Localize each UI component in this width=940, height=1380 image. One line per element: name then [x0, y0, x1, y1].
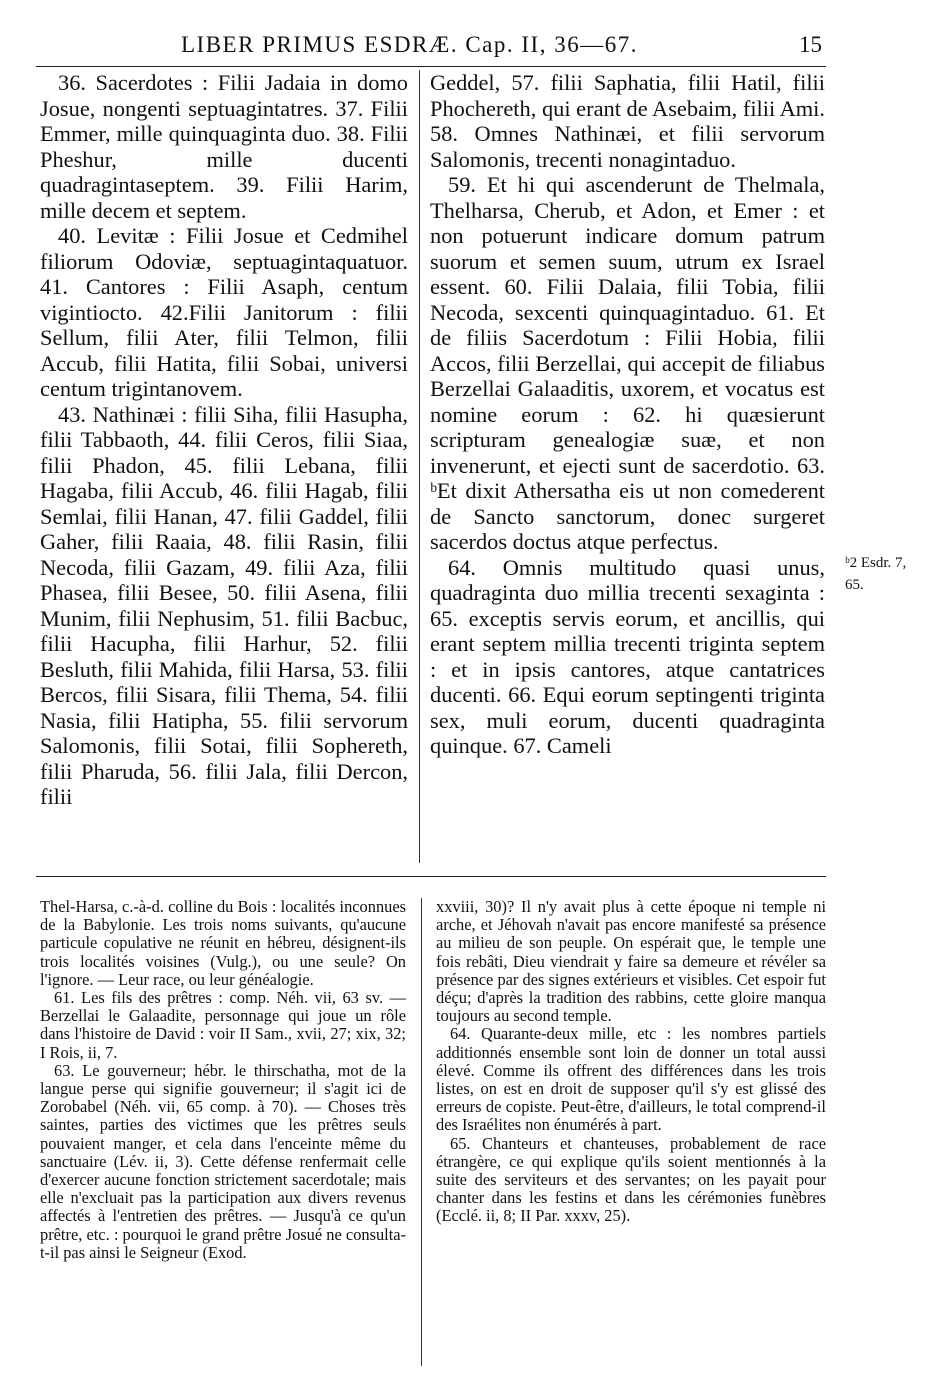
- footnote-thel-harsa: Thel-Harsa, c.-à-d. colline du Bois : localités inconnues de la Babylonie. Les trois noms suivants, qu'aucune particule copulative ne réunit en hébreu, désignent-ils trois localités voisines (Vulg.), ou une seule? On l'ignore. — Leur race, ou leur généalogie.: [40, 897, 406, 989]
- footnote-61: 61. Les fils des prêtres : comp. Néh. vii, 63 sv. — Berzellai le Galaadite, personnage qui joue un rôle dans l'histoire de David : voir II Sam., xvii, 27; xix, 32; I Rois, ii, 7.: [40, 988, 406, 1062]
- footnotes-left-column: [40, 898, 406, 1262]
- footnote-65: 65. Chanteurs et chanteuses, probablement de race étrangère, ce qui explique qu'ils soient mentionnés à la suite des serviteurs et des servantes; on les payait pour chanter dans les festins et dans les cérémonies funèbres (Ecclé. ii, 8; II Par. xxxv, 25).: [436, 1133, 826, 1226]
- cross-reference-note: ᵇ2 Esdr. 7, 65.: [845, 555, 907, 593]
- verse-paragraph-59: 59. Et hi qui ascenderunt de Thelmala, Thelharsa, Cherub, et Adon, et Emer : et non potuerunt indicare domum patrum suorum et semen suum, utrum ex Israel essent. 60. Filii Dalaia, filii Tobia, filii Necoda, sexcenti quinquagintaduo. 61. Et de filiis Sacerdotum : Filii Hobia, filii Accos, filii Berzellai, qui accepit de filiabus Berzellai Galaaditis, uxorem, et vocatus est nomine eorum : 62. hi quæsierunt scripturam genealogiæ suæ, et non invenerunt, et ejecti sunt de sacerdotio. 63. ᵇEt dixit Athersatha eis ut non comederent de Sancto sanctorum, donec surgeret sacerdos doctus atque perfectus.: [430, 172, 825, 554]
- footnotes-rule: [36, 876, 826, 877]
- page-number: 15: [799, 32, 822, 57]
- verse-paragraph-43: 43. Nathinæi : filii Siha, filii Hasupha, filii Tabbaoth, 44. filii Ceros, filii Siaa, filii Phadon, 45. filii Lebana, filii Hagaba, filii Accub, 46. filii Hagab, filii Semlai, filii Hanan, 47. filii Gaddel, filii Gaher, filii Raaia, 48. filii Rasin, filii Necoda, filii Gazam, 49. filii Aza, filii Phasea, filii Besee, 50. filii Asena, filii Munim, filii Nephusim, 51. filii Bacbuc, filii Hacupha, filii Harhur, 52. filii Besluth, filii Mahida, filii Harsa, 53. filii Bercos, filii Sisara, filii Thema, 54. filii Nasia, filii Hatipha, 55. filii servorum Salomonis, filii Sotai, filii Sophereth, filii Pharuda, 56. filii Jala, filii Dercon, filii: [40, 401, 408, 809]
- verse-paragraph-continued: Geddel, 57. filii Saphatia, filii Hatil, filii Phochereth, qui erant de Asebaim, filii Ami. 58. Omnes Nathinæi, et filii servorum Salomonis, trecenti nonagintaduo.: [430, 70, 825, 172]
- verse-paragraph-40: 40. Levitæ : Filii Josue et Cedmihel filiorum Odoviæ, septuagintaquatuor. 41. Cantores : Filii Asaph, centum vigintiocto. 42.Filii Janitorum : filii Sellum, filii Ater, filii Telmon, filii Accub, filii Hatita, filii Sobai, universi centum trigintanovem.: [40, 223, 408, 401]
- footnote-63: 63. Le gouverneur; hébr. le thirschatha, mot de la langue perse qui signifie gouverneur; il s'agit ici de Zorobabel (Néh. vii, 65 comp. à 70). — Choses très saintes, parties des victimes que les prêtres seuls pouvaient manger, et cela dans l'enceinte même du sanctuaire (Lév. ii, 3). Cette défense renfermait celle d'exercer aucune fonction strictement sacerdotale; mais elle n'excluait pas la participation aux divers revenus affectés à l'entretien des prêtres. — Jusqu'à ce qu'un prêtre, etc. : pourquoi le grand prêtre Josué ne consulta-t-il pas ainsi le Seigneur (Exod.: [40, 1060, 406, 1262]
- footnote-continued: xxviii, 30)? Il n'y avait plus à cette époque ni temple ni arche, et Jéhovah n'avait pas encore manifesté sa présence au milieu de son peuple. On espérait que, le temple une fois rebâti, Dieu viendrait y faire sa demeure et révéler sa présence par des signes extérieurs et visibles. Cet espoir fut déçu; d'après la tradition des rabbins, cette gloire manqua toujours au second temple.: [436, 897, 826, 1026]
- footnotes-column-divider: [421, 898, 422, 1366]
- footnote-64: 64. Quarante-deux mille, etc : les nombres partiels additionnés ensemble sont loin de donner un total aussi élevé. Comme ils offrent des différences dans les trois listes, on est en droit de supposer qu'il s'y est glissé des erreurs de copiste. Peut-être, d'ailleurs, le total comprend-il des Israélites non énumérés à part.: [436, 1024, 826, 1135]
- running-header: [36, 30, 826, 67]
- column-divider: [419, 70, 420, 863]
- footnotes-right-column: [436, 898, 826, 1226]
- verse-paragraph-64: 64. Omnis multitudo quasi unus, quadraginta duo millia trecenti sexaginta : 65. exceptis servis eorum, et ancillis, qui erant septem millia trecenti triginta septem : et in ipsis cantores, atque cantatrices ducenti. 66. Equi eorum septingenti triginta sex, muli eorum, ducenti quadraginta quinque. 67. Cameli: [430, 554, 825, 758]
- running-title: LIBER PRIMUS ESDRÆ. Cap. II, 36—67.: [181, 32, 638, 57]
- verse-paragraph-36: 36. Sacerdotes : Filii Jadaia in domo Josue, nongenti septuagintatres. 37. Filii Emmer, mille quinquaginta duo. 38. Filii Pheshur, mille ducenti quadragintaseptem. 39. Filii Harim, mille decem et septem.: [40, 70, 408, 223]
- latin-text-right-column: [430, 70, 825, 759]
- latin-text-left-column: [40, 70, 408, 810]
